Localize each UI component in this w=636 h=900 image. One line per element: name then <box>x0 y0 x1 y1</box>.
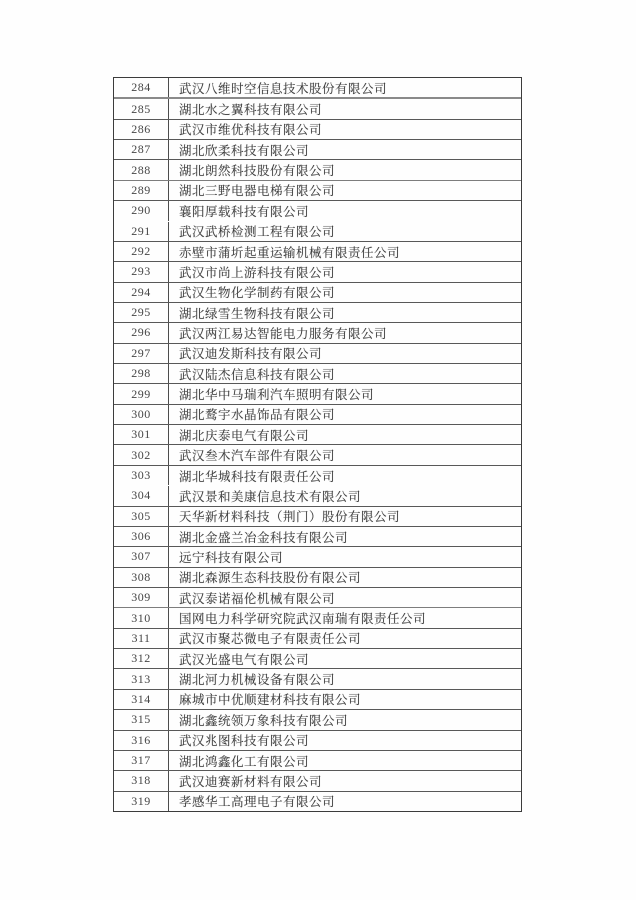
company-name: 武汉生物化学制药有限公司 <box>179 286 336 301</box>
row-number: 301 <box>114 425 169 444</box>
table-row <box>114 303 521 323</box>
table-row <box>114 507 521 527</box>
row-number: 290 <box>114 201 169 220</box>
row-number: 294 <box>114 283 169 302</box>
company-name: 武汉叁木汽车部件有限公司 <box>179 449 336 464</box>
row-number: 315 <box>114 710 169 729</box>
table-row <box>114 181 521 201</box>
table-row <box>114 99 521 119</box>
company-name: 武汉八维时空信息技术股份有限公司 <box>179 81 388 96</box>
company-name: 国网电力科学研究院武汉南瑞有限责任公司 <box>179 612 427 627</box>
row-number: 284 <box>114 78 169 97</box>
company-name: 武汉兆图科技有限公司 <box>179 734 310 749</box>
company-name: 湖北庆泰电气有限公司 <box>179 428 310 443</box>
row-number: 292 <box>114 242 169 261</box>
row-number: 302 <box>114 445 169 464</box>
table-row <box>114 364 521 384</box>
company-name: 湖北鑫统领万象科技有限公司 <box>179 713 349 728</box>
company-name: 湖北三野电器电梯有限公司 <box>179 184 336 199</box>
company-name: 武汉光盛电气有限公司 <box>179 652 310 667</box>
row-number: 300 <box>114 405 169 424</box>
row-number: 310 <box>114 608 169 627</box>
table-row <box>114 710 521 730</box>
company-name: 湖北金盛兰冶金科技有限公司 <box>179 530 349 545</box>
table-row <box>114 588 521 608</box>
company-name: 武汉陆杰信息科技有限公司 <box>179 367 336 382</box>
row-number: 287 <box>114 140 169 159</box>
table-row <box>114 445 521 465</box>
table-row <box>114 608 521 628</box>
table-row <box>114 140 521 160</box>
table-row <box>114 78 521 99</box>
row-number: 289 <box>114 181 169 200</box>
row-number: 319 <box>114 792 169 811</box>
row-number: 298 <box>114 364 169 383</box>
table-row <box>114 344 521 364</box>
company-name: 武汉市维优科技有限公司 <box>179 123 323 138</box>
table-row <box>114 466 521 486</box>
company-name: 湖北华中马瑞利汽车照明有限公司 <box>179 388 375 403</box>
row-number: 296 <box>114 323 169 342</box>
company-name: 武汉两江易达智能电力服务有限公司 <box>179 326 388 341</box>
table-row <box>114 649 521 669</box>
row-number: 317 <box>114 751 169 770</box>
row-number: 291 <box>114 222 169 241</box>
row-number: 295 <box>114 303 169 322</box>
table-row <box>114 120 521 140</box>
company-name: 湖北绿雪生物科技有限公司 <box>179 306 336 321</box>
company-name: 湖北鹜宇水晶饰品有限公司 <box>179 408 336 423</box>
row-number: 312 <box>114 649 169 668</box>
company-name: 麻城市中优顺建材科技有限公司 <box>179 693 362 708</box>
company-name: 孝感华工高理电子有限公司 <box>179 795 336 810</box>
row-number: 316 <box>114 731 169 750</box>
row-number: 306 <box>114 527 169 546</box>
row-number: 311 <box>114 629 169 648</box>
row-number: 293 <box>114 262 169 281</box>
company-name: 天华新材料科技（荆门）股份有限公司 <box>179 510 401 525</box>
row-number: 305 <box>114 507 169 526</box>
company-name: 武汉泰诺福伦机械有限公司 <box>179 591 336 606</box>
table-row <box>114 731 521 751</box>
row-number: 288 <box>114 160 169 179</box>
company-name: 赤壁市蒲圻起重运输机械有限责任公司 <box>179 245 401 260</box>
company-name: 湖北鸿鑫化工有限公司 <box>179 754 310 769</box>
table-row <box>114 547 521 567</box>
company-name: 湖北华城科技有限责任公司 <box>179 469 336 484</box>
row-number: 307 <box>114 547 169 566</box>
row-number: 314 <box>114 690 169 709</box>
row-number: 308 <box>114 568 169 587</box>
row-number: 303 <box>114 466 169 485</box>
row-number: 285 <box>114 99 169 118</box>
company-name: 武汉市聚芯微电子有限责任公司 <box>179 632 362 647</box>
table-row <box>114 527 521 547</box>
table-row <box>114 283 521 303</box>
company-name: 武汉市尚上游科技有限公司 <box>179 265 336 280</box>
row-number: 299 <box>114 384 169 403</box>
company-name: 襄阳厚载科技有限公司 <box>179 204 310 219</box>
table-row <box>114 222 521 242</box>
company-name: 湖北河力机械设备有限公司 <box>179 673 336 688</box>
table-row <box>114 486 521 506</box>
company-name: 湖北水之翼科技有限公司 <box>179 103 323 118</box>
table-row <box>114 568 521 588</box>
table-row <box>114 242 521 262</box>
table-row <box>114 669 521 689</box>
table-row <box>114 160 521 180</box>
company-name: 武汉景和美康信息技术有限公司 <box>179 489 362 504</box>
company-name: 湖北朗然科技股份有限公司 <box>179 164 336 179</box>
company-name: 湖北欣柔科技有限公司 <box>179 143 310 158</box>
table-row <box>114 262 521 282</box>
table-row <box>114 323 521 343</box>
table-row <box>114 405 521 425</box>
table-row <box>114 690 521 710</box>
row-number: 318 <box>114 771 169 790</box>
table-row <box>114 771 521 791</box>
company-name: 武汉迪发斯科技有限公司 <box>179 347 323 362</box>
company-name: 武汉迪赛新材料有限公司 <box>179 774 323 789</box>
table-row <box>114 201 521 221</box>
row-number: 304 <box>114 486 169 505</box>
company-name: 武汉武桥检测工程有限公司 <box>179 225 336 240</box>
table-row <box>114 751 521 771</box>
table-row <box>114 629 521 649</box>
company-table <box>113 77 522 812</box>
row-number: 297 <box>114 344 169 363</box>
row-number: 286 <box>114 120 169 139</box>
row-number: 313 <box>114 669 169 688</box>
company-name: 湖北森源生态科技股份有限公司 <box>179 571 362 586</box>
row-number: 309 <box>114 588 169 607</box>
company-name: 远宁科技有限公司 <box>179 550 284 565</box>
table-row <box>114 792 521 811</box>
table-row <box>114 425 521 445</box>
table-row <box>114 384 521 404</box>
